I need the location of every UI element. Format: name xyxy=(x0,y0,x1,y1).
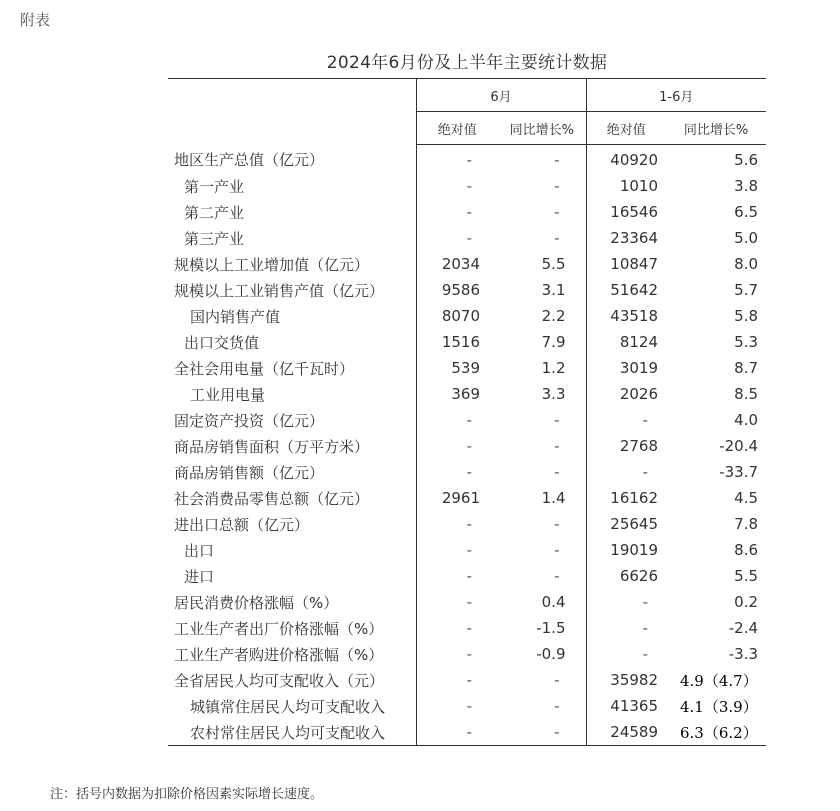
june-absolute-cell: - xyxy=(416,615,498,641)
half-yoy-cell: 5.6 xyxy=(734,151,759,169)
june-yoy-cell: -1.5 xyxy=(536,619,566,637)
row-label: 地区生产总值（亿元） xyxy=(174,151,325,170)
table-row xyxy=(168,641,766,667)
half-absolute-cell: 40920 xyxy=(586,145,666,174)
table-row xyxy=(168,199,766,225)
half-yoy-cell: 8.7 xyxy=(734,359,759,377)
row-label: 固定资产投资（亿元） xyxy=(174,411,325,430)
table-title: 2024年6月份及上半年主要统计数据 xyxy=(326,53,608,73)
row-label: 商品房销售面积（万平方米） xyxy=(174,437,370,456)
half-yoy-cell: -2.4 xyxy=(728,619,759,637)
row-label: 商品房销售额（亿元） xyxy=(174,463,325,482)
table-row xyxy=(168,693,766,719)
june-absolute-cell: 369 xyxy=(416,381,498,407)
table-row xyxy=(168,589,766,615)
half-absolute-cell: 10847 xyxy=(586,251,666,277)
june-absolute-cell: - xyxy=(416,641,498,667)
half-absolute-cell: - xyxy=(586,459,666,485)
row-label: 工业生产者购进价格涨幅（%） xyxy=(174,645,384,664)
june-absolute-cell: 2034 xyxy=(416,251,498,277)
half-absolute-cell: 6626 xyxy=(586,563,666,589)
half-yoy-cell: 8.0 xyxy=(734,255,759,273)
row-label: 规模以上工业增加值（亿元） xyxy=(174,255,370,274)
june-yoy-cell: - xyxy=(554,177,560,195)
table-row xyxy=(168,511,766,537)
statistics-table xyxy=(168,78,766,746)
row-label: 规模以上工业销售产值（亿元） xyxy=(174,281,385,300)
june-absolute-cell: 9586 xyxy=(416,277,498,303)
june-absolute-cell: - xyxy=(416,719,498,746)
june-absolute-cell: 2961 xyxy=(416,485,498,511)
june-yoy-cell: - xyxy=(554,515,560,533)
june-absolute-cell: - xyxy=(416,693,498,719)
table-row xyxy=(168,173,766,199)
half-absolute-cell: - xyxy=(586,615,666,641)
row-label: 农村常住居民人均可支配收入 xyxy=(168,719,416,746)
june-absolute-cell: - xyxy=(416,225,498,251)
row-label: 第二产业 xyxy=(184,203,245,222)
row-label: 第三产业 xyxy=(184,229,245,248)
header-half-yoy: 同比增长% xyxy=(666,112,766,145)
table-row xyxy=(168,563,766,589)
half-absolute-cell: 35982 xyxy=(586,667,666,693)
june-absolute-cell: - xyxy=(416,459,498,485)
header-group-jan-jun: 1-6月 xyxy=(586,79,766,112)
june-absolute-cell: - xyxy=(416,433,498,459)
june-yoy-cell: - xyxy=(554,411,560,429)
row-label: 国内销售产值 xyxy=(190,307,281,326)
half-yoy-cell: -20.4 xyxy=(719,437,759,455)
header-june-yoy: 同比增长% xyxy=(498,112,586,145)
june-absolute-cell: - xyxy=(416,199,498,225)
june-yoy-cell: - xyxy=(554,229,560,247)
june-yoy-cell: - xyxy=(554,567,560,585)
table-row xyxy=(168,381,766,407)
header-group-june: 6月 xyxy=(416,79,586,112)
table-row xyxy=(168,407,766,433)
june-yoy-cell: 5.5 xyxy=(541,255,566,273)
june-yoy-cell: - xyxy=(554,151,560,169)
half-yoy-cell: 4.5 xyxy=(734,489,759,507)
half-absolute-cell: 1010 xyxy=(586,173,666,199)
june-yoy-cell: 0.4 xyxy=(541,593,566,611)
header-half-absolute: 绝对值 xyxy=(586,112,666,145)
table-row xyxy=(168,329,766,355)
half-yoy-cell: 0.2 xyxy=(734,593,759,611)
footnote: 注：括号内数据为扣除价格因素实际增长速度。 xyxy=(50,787,324,802)
table-row xyxy=(168,719,766,746)
half-absolute-cell: 51642 xyxy=(586,277,666,303)
half-absolute-cell: 19019 xyxy=(586,537,666,563)
half-absolute-cell: 25645 xyxy=(586,511,666,537)
june-yoy-cell: - xyxy=(498,719,586,746)
june-yoy-cell: - xyxy=(554,463,560,481)
table-row xyxy=(168,485,766,511)
june-yoy-cell: 1.4 xyxy=(541,489,566,507)
table-row xyxy=(168,251,766,277)
table-row xyxy=(168,355,766,381)
half-absolute-cell: 41365 xyxy=(586,693,666,719)
half-absolute-cell: 16162 xyxy=(586,485,666,511)
june-absolute-cell: - xyxy=(416,563,498,589)
half-absolute-cell: 23364 xyxy=(586,225,666,251)
header-june-absolute: 绝对值 xyxy=(416,112,498,145)
row-label: 进出口总额（亿元） xyxy=(174,515,310,534)
half-absolute-cell: 43518 xyxy=(586,303,666,329)
june-yoy-cell: - xyxy=(554,697,560,715)
half-yoy-cell: 4.0 xyxy=(734,411,759,429)
table-row xyxy=(168,145,766,174)
row-label: 全省居民人均可支配收入（元） xyxy=(174,671,385,690)
half-absolute-cell: 8124 xyxy=(586,329,666,355)
half-yoy-cell: 6.5 xyxy=(734,203,759,221)
june-absolute-cell: 8070 xyxy=(416,303,498,329)
row-label: 出口交货值 xyxy=(184,333,260,352)
half-absolute-cell: 16546 xyxy=(586,199,666,225)
row-label: 城镇常住居民人均可支配收入 xyxy=(190,697,386,716)
row-label: 进口 xyxy=(184,567,215,586)
half-yoy-cell: 8.5 xyxy=(734,385,759,403)
half-absolute-cell: 3019 xyxy=(586,355,666,381)
half-absolute-cell: - xyxy=(586,589,666,615)
table-row xyxy=(168,459,766,485)
header-row-groups xyxy=(168,79,766,112)
table-row xyxy=(168,537,766,563)
june-absolute-cell: - xyxy=(416,145,498,174)
half-yoy-cell: 8.6 xyxy=(734,541,759,559)
table-body xyxy=(168,145,766,746)
half-yoy-cell: 5.8 xyxy=(734,307,759,325)
table-row xyxy=(168,277,766,303)
june-absolute-cell: - xyxy=(416,173,498,199)
june-yoy-cell: 2.2 xyxy=(541,307,566,325)
june-yoy-cell: - xyxy=(554,671,560,689)
june-yoy-cell: 7.9 xyxy=(541,333,566,351)
page-label: 附表 xyxy=(20,11,51,29)
row-label: 全社会用电量（亿千瓦时） xyxy=(174,359,355,378)
table-row xyxy=(168,667,766,693)
row-label: 第一产业 xyxy=(184,177,245,196)
half-yoy-cell: 5.3 xyxy=(734,333,759,351)
june-yoy-cell: - xyxy=(554,203,560,221)
half-yoy-cell: 3.8 xyxy=(734,177,759,195)
june-yoy-cell: 3.3 xyxy=(541,385,566,403)
half-yoy-cell: 5.0 xyxy=(734,229,759,247)
half-yoy-cell: 6.3（6.2） xyxy=(666,719,766,746)
table-row xyxy=(168,225,766,251)
june-yoy-cell: 3.1 xyxy=(541,281,566,299)
june-absolute-cell: - xyxy=(416,589,498,615)
june-absolute-cell: - xyxy=(416,511,498,537)
june-absolute-cell: 1516 xyxy=(416,329,498,355)
june-absolute-cell: - xyxy=(416,537,498,563)
half-absolute-cell: 2026 xyxy=(586,381,666,407)
row-label: 出口 xyxy=(184,541,215,560)
row-label: 工业生产者出厂价格涨幅（%） xyxy=(174,619,384,638)
june-yoy-cell: -0.9 xyxy=(536,645,566,663)
half-absolute-cell: 2768 xyxy=(586,433,666,459)
half-yoy-cell: 4.1（3.9） xyxy=(680,697,758,716)
table-row xyxy=(168,303,766,329)
half-absolute-cell: 24589 xyxy=(586,719,666,746)
half-yoy-cell: 7.8 xyxy=(734,515,759,533)
table-row xyxy=(168,433,766,459)
half-yoy-cell: 5.5 xyxy=(734,567,759,585)
row-label: 居民消费价格涨幅（%） xyxy=(174,593,339,612)
row-label: 工业用电量 xyxy=(190,385,266,404)
table-row xyxy=(168,615,766,641)
half-absolute-cell: - xyxy=(586,641,666,667)
half-yoy-cell: 4.9（4.7） xyxy=(680,671,758,690)
half-yoy-cell: -33.7 xyxy=(719,463,759,481)
header-blank xyxy=(168,79,416,145)
row-label: 社会消费品零售总额（亿元） xyxy=(174,489,370,508)
june-yoy-cell: 1.2 xyxy=(541,359,566,377)
half-yoy-cell: -3.3 xyxy=(728,645,759,663)
half-absolute-cell: - xyxy=(586,407,666,433)
half-yoy-cell: 5.7 xyxy=(734,281,759,299)
june-absolute-cell: 539 xyxy=(416,355,498,381)
june-absolute-cell: - xyxy=(416,407,498,433)
june-yoy-cell: - xyxy=(554,541,560,559)
june-yoy-cell: - xyxy=(554,437,560,455)
june-absolute-cell: - xyxy=(416,667,498,693)
